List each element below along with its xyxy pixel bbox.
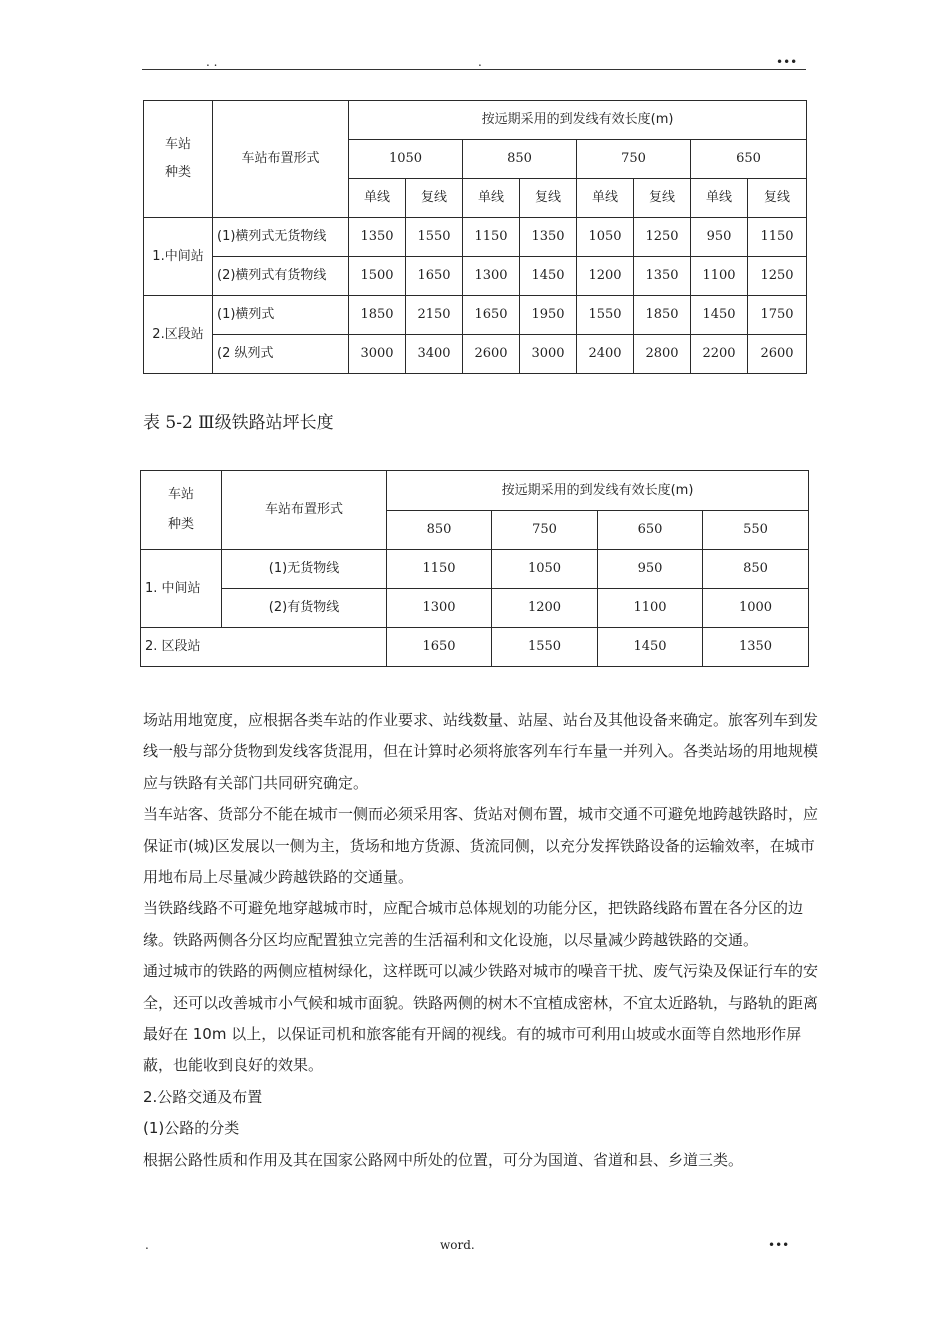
single-line-header: 单线 [691, 179, 748, 218]
value-cell: 2800 [634, 335, 691, 374]
double-line-header: 复线 [634, 179, 691, 218]
form-cell: (2)横列式有货物线 [213, 257, 349, 296]
group-section-station: 2.区段站 [144, 296, 213, 374]
value-cell: 1450 [691, 296, 748, 335]
paragraph: 当铁路线路不可避免地穿越城市时，应配合城市总体规划的功能分区，把铁路线路布置在各分区的边缘。铁路两侧各分区均应配置独立完善的生活福利和文化设施，以尽量减少跨越铁路的交通。 [143, 899, 804, 949]
value-cell: 1150 [463, 218, 520, 257]
header-layout-form: 车站布置形式 [222, 471, 387, 550]
double-line-header: 复线 [406, 179, 463, 218]
value-cell: 2150 [406, 296, 463, 335]
footer-center-mark: word. [440, 1238, 475, 1252]
header-center-mark: . [478, 55, 482, 69]
table-row [141, 550, 809, 589]
value-cell: 1300 [463, 257, 520, 296]
value-cell: 1350 [634, 257, 691, 296]
header-rule [142, 69, 806, 70]
body-text [143, 705, 818, 1176]
length-header: 550 [703, 511, 809, 550]
footer-left-mark: . [145, 1238, 149, 1252]
value-cell: 950 [691, 218, 748, 257]
value-cell: 2200 [691, 335, 748, 374]
double-line-header: 复线 [748, 179, 807, 218]
length-header: 750 [577, 140, 691, 179]
value-cell: 2600 [748, 335, 807, 374]
value-cell: 1550 [577, 296, 634, 335]
header-station-type: 车站 种类 [144, 101, 213, 218]
value-cell: 1850 [634, 296, 691, 335]
paragraph: 当车站客、货部分不能在城市一侧而必须采用客、货站对侧布置，城市交通不可避免地跨越铁路时，应保证市(城)区发展以一侧为主，货场和地方货源、货流同侧，以充分发挥铁路设备的运输效率，在城市用地布局上尽量减少跨越铁路的交通量。 [143, 805, 819, 887]
form-cell: (2)有货物线 [222, 589, 387, 628]
group-intermediate-station: 1.中间站 [144, 218, 213, 296]
value-cell: 1150 [387, 550, 492, 589]
table-row [141, 589, 809, 628]
subsection-heading: (1)公路的分类 [143, 1119, 240, 1138]
value-cell: 1150 [748, 218, 807, 257]
length-header: 650 [598, 511, 703, 550]
value-cell: 1350 [349, 218, 406, 257]
double-line-header: 复线 [520, 179, 577, 218]
form-cell: (1)横列式 [213, 296, 349, 335]
footer-right-mark: ••• [768, 1238, 790, 1252]
value-cell: 1650 [387, 628, 492, 667]
header-layout-form: 车站布置形式 [213, 101, 349, 218]
value-cell: 1050 [492, 550, 598, 589]
value-cell: 1250 [748, 257, 807, 296]
form-cell: (2 纵列式 [213, 335, 349, 374]
value-cell: 3400 [406, 335, 463, 374]
length-header: 850 [387, 511, 492, 550]
value-cell: 1050 [577, 218, 634, 257]
value-cell: 850 [703, 550, 809, 589]
value-cell: 1500 [349, 257, 406, 296]
single-line-header: 单线 [577, 179, 634, 218]
value-cell: 1750 [748, 296, 807, 335]
single-line-header: 单线 [463, 179, 520, 218]
header-effective-length: 按远期采用的到发线有效长度(m) [387, 471, 809, 511]
value-cell: 1350 [703, 628, 809, 667]
value-cell: 1200 [577, 257, 634, 296]
value-cell: 1450 [520, 257, 577, 296]
table-row [144, 257, 807, 296]
value-cell: 1000 [703, 589, 809, 628]
value-cell: 1300 [387, 589, 492, 628]
table-row [144, 218, 807, 257]
length-header: 650 [691, 140, 807, 179]
form-cell: (1)横列式无货物线 [213, 218, 349, 257]
value-cell: 1550 [492, 628, 598, 667]
single-line-header: 单线 [349, 179, 406, 218]
value-cell: 1250 [634, 218, 691, 257]
table-station-length-2 [140, 470, 809, 667]
header-effective-length: 按远期采用的到发线有效长度(m) [349, 101, 807, 140]
value-cell: 1850 [349, 296, 406, 335]
paragraph: 通过城市的铁路的两侧应植树绿化，这样既可以减少铁路对城市的噪音干扰、废气污染及保证行车的安全，还可以改善城市小气候和城市面貌。铁路两侧的树木不宜植成密林，不宜太近路轨，与路轨的距离最好在 10m 以上，以保证司机和旅客能有开阔的视线。有的城市可利用山坡或水面等自然地形作屏蔽，也能收到良好的效果。 [143, 962, 819, 1075]
group-intermediate-station: 1. 中间站 [141, 550, 222, 628]
table-row [144, 296, 807, 335]
value-cell: 1650 [406, 257, 463, 296]
header-left-mark: . . [206, 55, 218, 69]
form-cell: (1)无货物线 [222, 550, 387, 589]
value-cell: 2600 [463, 335, 520, 374]
value-cell: 950 [598, 550, 703, 589]
value-cell: 1950 [520, 296, 577, 335]
value-cell: 1450 [598, 628, 703, 667]
value-cell: 1650 [463, 296, 520, 335]
value-cell: 3000 [349, 335, 406, 374]
value-cell: 3000 [520, 335, 577, 374]
length-header: 850 [463, 140, 577, 179]
header-station-type: 车站 种类 [141, 471, 222, 550]
group-section-station: 2. 区段站 [141, 628, 387, 667]
section-heading: 2.公路交通及布置 [143, 1087, 263, 1106]
length-header: 1050 [349, 140, 463, 179]
value-cell: 1100 [691, 257, 748, 296]
value-cell: 1550 [406, 218, 463, 257]
paragraph: 场站用地宽度，应根据各类车站的作业要求、站线数量、站屋、站台及其他设备来确定。旅客列车到发线一般与部分货物到发线客货混用，但在计算时必须将旅客列车行车量一并列入。各类站场的用地规模应与铁路有关部门共同研究确定。 [143, 711, 819, 792]
value-cell: 1350 [520, 218, 577, 257]
table-row [141, 628, 809, 667]
table-station-length-1 [143, 100, 807, 374]
length-header: 750 [492, 511, 598, 550]
value-cell: 2400 [577, 335, 634, 374]
table-row [144, 335, 807, 374]
paragraph: 根据公路性质和作用及其在国家公路网中所处的位置，可分为国道、省道和县、乡道三类。 [143, 1150, 744, 1169]
value-cell: 1200 [492, 589, 598, 628]
value-cell: 1100 [598, 589, 703, 628]
table-caption: 表 5-2 Ⅲ级铁路站坪长度 [143, 413, 334, 433]
header-right-mark: ••• [776, 55, 798, 69]
